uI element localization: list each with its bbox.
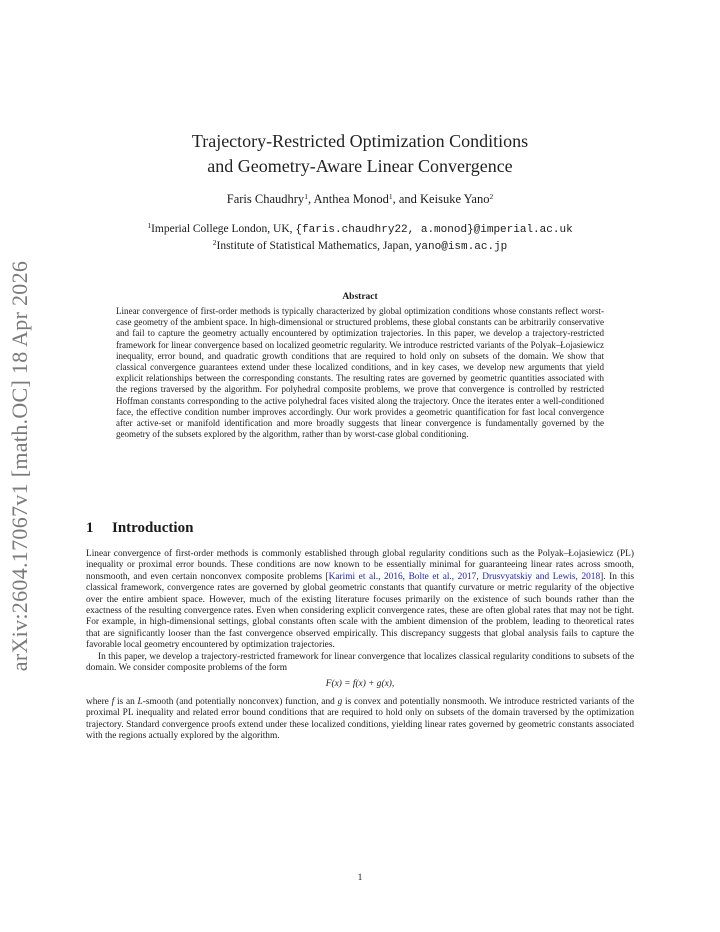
affil-text: Institute of Statistical Mathematics, Japan, [216, 240, 415, 252]
arxiv-identifier: arXiv:2604.17067v1 [math.OC] 18 Apr 2026 [7, 260, 32, 672]
equation: F(x) = f(x) + g(x), [325, 679, 395, 690]
text-run: where [86, 696, 112, 707]
author-name: Keisuke Yano [420, 192, 490, 206]
author-separator: , and [392, 192, 421, 206]
section-number: 1 [86, 520, 94, 536]
author-separator: , [307, 192, 314, 206]
author-affil-mark: 2 [489, 192, 494, 201]
affiliation-1 [86, 221, 634, 238]
author-affil-mark: 1 [388, 192, 393, 201]
citation-link[interactable]: Karimi et al., 2016 [328, 571, 403, 582]
text-run: , [476, 571, 483, 582]
affil-email: {faris.chaudhry22, a.monod}@imperial.ac.uk [295, 224, 573, 236]
affil-mark: 1 [147, 221, 152, 230]
section-heading [86, 520, 193, 537]
paragraph [86, 697, 634, 743]
text-run: Linear convergence of first-order methods is commonly established through global regularity conditions such as the Polyak–Łojasiewicz (PL) inequality or proximal error bounds. These conditions are now known to be essentially minimal for guaranteeing linear rates across smooth, nonsmooth, and even certain nonconvex composite problems [ [86, 549, 634, 582]
affil-text: Imperial College London, UK, [151, 223, 296, 235]
affil-mark: 2 [212, 238, 217, 247]
citation-link[interactable]: Bolte et al., 2017 [408, 571, 477, 582]
text-run: -smooth (and potentially nonconvex) function, and [142, 696, 338, 707]
text-run: is convex and potentially nonsmooth. We introduce restricted variants of the proximal PL inequality and related error bound conditions that are required to hold only on subsets of the domain traversed by the optimization trajectory. Standard convergence proofs extend under these localized conditions, yielding linear rates governed by geometric constants associated with the regions actually explored by the algorithm. [86, 696, 634, 742]
citation-link[interactable]: Drusvyatskiy and Lewis, 2018 [482, 571, 601, 582]
section-title: Introduction [112, 520, 194, 536]
title-line-2: and Geometry-Aware Linear Convergence [207, 156, 513, 176]
abstract-heading: Abstract [342, 292, 378, 302]
body-text [86, 549, 634, 743]
title-line-1: Trajectory-Restricted Optimization Conditions [191, 131, 529, 151]
author-list [86, 192, 634, 207]
math-symbol: g [337, 696, 343, 707]
affiliation-2 [86, 238, 634, 255]
text-run: is an [114, 696, 138, 707]
author-name: Anthea Monod [313, 192, 389, 206]
paragraph: In this paper, we develop a trajectory-restricted framework for linear convergence that localizes classical regularity conditions to subsets of the domain. We consider composite problems of the form [86, 651, 634, 674]
author-affil-mark: 1 [304, 192, 308, 201]
affil-email: yano@ism.ac.jp [414, 241, 508, 253]
affiliations [86, 221, 634, 255]
paragraph [86, 549, 634, 652]
math-symbol: L [137, 696, 143, 707]
author-name: Faris Chaudhry [226, 192, 305, 206]
page-number: 1 [357, 873, 363, 883]
math-symbol: f [111, 696, 115, 707]
text-run: , [402, 571, 409, 582]
paper-title [86, 129, 634, 179]
abstract-text: Linear convergence of first-order methods is typically characterized by global optimization conditions whose constants reflect worst-case geometry of the ambient space. In high-dimensional or structured problems, these global constants can be arbitrarily conservative and fail to capture the geometry actually encountered by optimization trajectories. In this paper, we develop a trajectory-restricted framework for linear convergence based on localized geometric regularity. We introduce restricted variants of the Polyak–Łojasiewicz inequality, error bound, and quadratic growth conditions that are required to hold only on subsets of the domain. We show that classical convergence guarantees extend under these localized conditions, and in key cases, we develop new arguments that yield explicit relationships between the corresponding constants. The resulting rates are governed by geometric quantities associated with the regions traversed by the algorithm. For polyhedral composite problems, we prove that convergence is controlled by restricted Hoffman constants corresponding to the active polyhedral faces visited along the trajectory. Once the iterates enter a well-conditioned face, the effective condition number improves accordingly. Our work provides a geometric quantification for fast local convergence after active-set or manifold identification and more broadly suggests that linear convergence is fundamentally governed by the geometry of the subsets explored by the algorithm, rather than by worst-case global conditioning. [116, 306, 604, 440]
text-run: ]. In this classical framework, convergence rates are governed by global geometric constants that quantify curvature or metric regularity of the objective over the entire ambient space. However, much of the existing literature focuses primarily on the existence of such bounds rather than the exactness of the resulting convergence rates. Even when considering explicit convergence rates, these are often global rates that may not be tight. For example, in high-dimensional settings, global constants often scale with the ambient dimension of the problem, leading to theoretical rates that are significantly looser than the fast convergence observed empirically. This discrepancy suggests that global analysis fails to capture the favorable local geometry encountered by optimization trajectories. [86, 571, 634, 651]
